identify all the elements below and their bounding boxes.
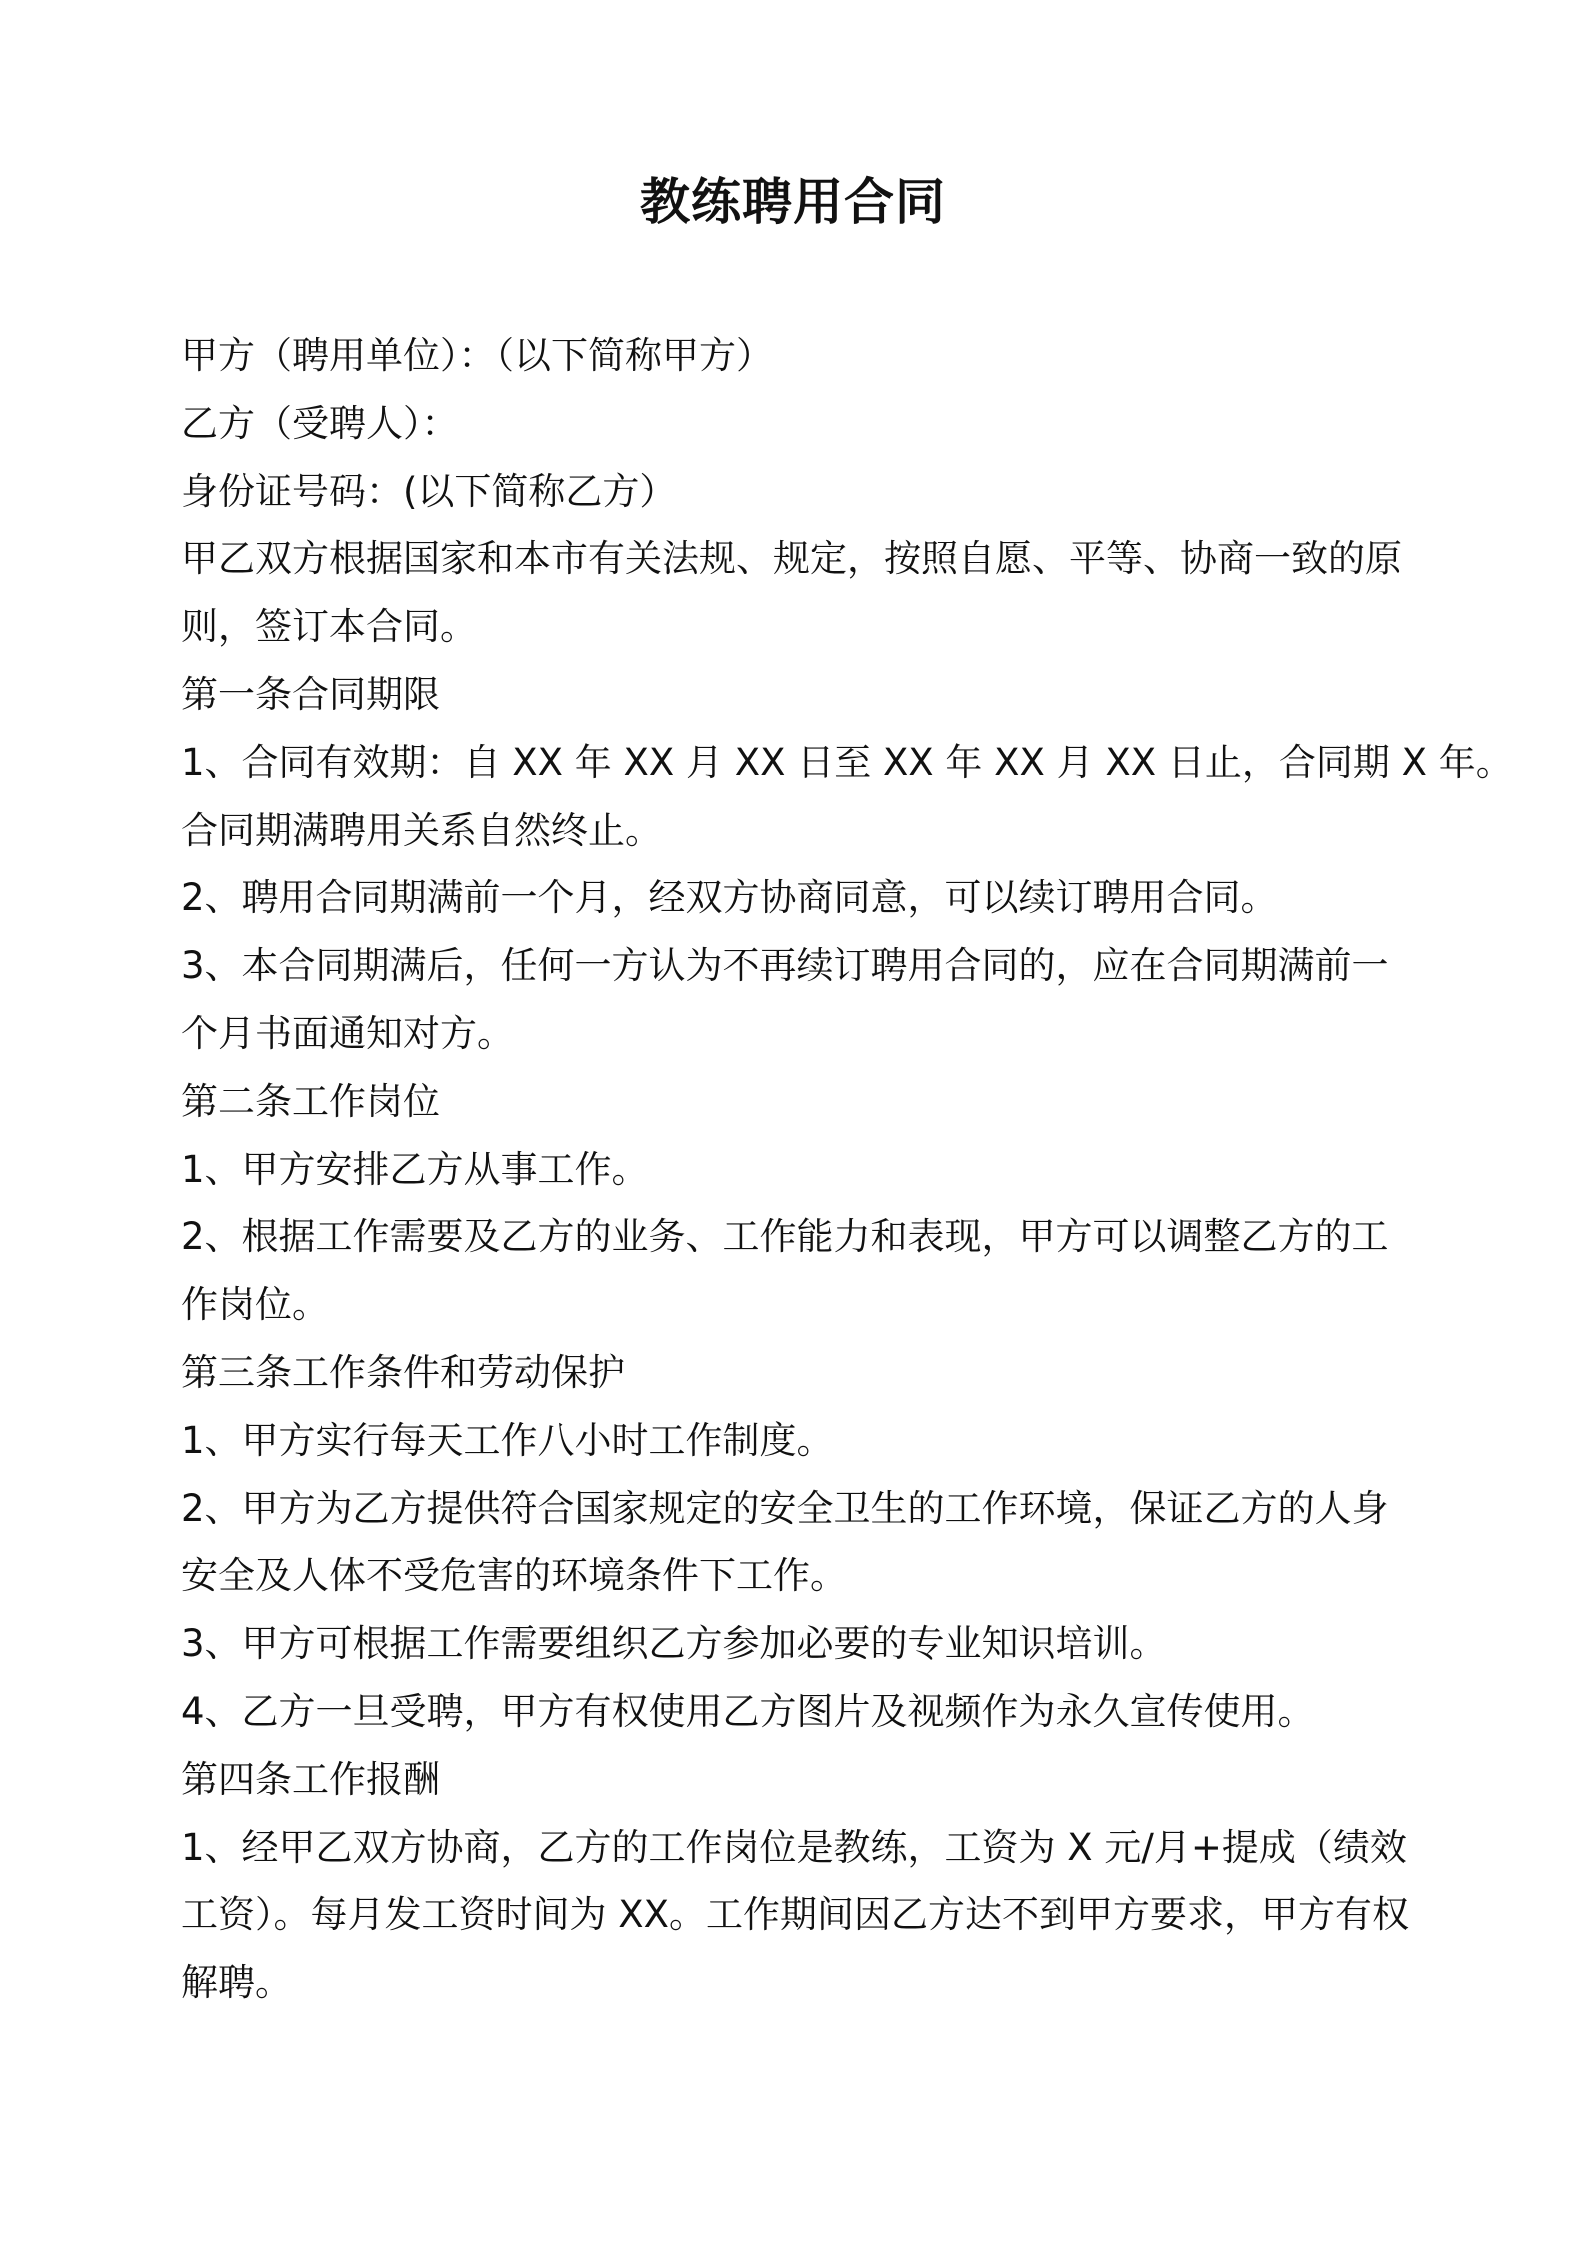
- clause-line: 3、甲方可根据工作需要组织乙方参加必要的专业知识培训。: [181, 1622, 1167, 1666]
- clause-line: 个月书面通知对方。: [181, 1011, 514, 1055]
- document-body: [181, 322, 1513, 2017]
- clause-line: 2、甲方为乙方提供符合国家规定的安全卫生的工作环境，保证乙方的人身: [181, 1486, 1389, 1530]
- preamble-line: 则，签订本合同。: [181, 605, 477, 649]
- clause-line: 工资）。每月发工资时间为 XX。工作期间因乙方达不到甲方要求，甲方有权: [181, 1893, 1409, 1937]
- article-heading: 第三条工作条件和劳动保护: [181, 1350, 625, 1394]
- party-a-line: 甲方（聘用单位）：（以下简称甲方）: [181, 334, 773, 377]
- party-b-line: 乙方（受聘人）：: [181, 401, 459, 445]
- clause-line: 2、聘用合同期满前一个月，经双方协商同意，可以续订聘用合同。: [181, 876, 1278, 920]
- preamble-line: 甲乙双方根据国家和本市有关法规、规定，按照自愿、平等、协商一致的原: [181, 537, 1402, 581]
- clause-line: 1、甲方实行每天工作八小时工作制度。: [181, 1418, 834, 1462]
- clause-line: 2、根据工作需要及乙方的业务、工作能力和表现，甲方可以调整乙方的工: [181, 1215, 1389, 1259]
- article-heading: 第一条合同期限: [181, 672, 440, 716]
- article-heading: 第四条工作报酬: [181, 1757, 440, 1801]
- clause-line: 4、乙方一旦受聘，甲方有权使用乙方图片及视频作为永久宣传使用。: [181, 1689, 1315, 1733]
- clause-line: 作岗位。: [181, 1283, 329, 1327]
- clause-line: 1、合同有效期：自 XX 年 XX 月 XX 日至 XX 年 XX 月 XX 日止，合同期 X 年。: [181, 740, 1513, 784]
- clause-line: 合同期满聘用关系自然终止。: [181, 808, 662, 852]
- article-heading: 第二条工作岗位: [181, 1079, 440, 1123]
- clause-line: 1、甲方安排乙方从事工作。: [181, 1147, 649, 1191]
- document-title: 教练聘用合同: [640, 173, 946, 231]
- clause-line: 解聘。: [181, 1961, 292, 2005]
- clause-line: 1、经甲乙双方协商，乙方的工作岗位是教练，工资为 X 元/月+提成（绩效: [181, 1825, 1407, 1869]
- id-number-line: 身份证号码：(以下简称乙方）: [181, 469, 677, 513]
- clause-line: 3、本合同期满后，任何一方认为不再续订聘用合同的，应在合同期满前一: [181, 944, 1389, 988]
- clause-line: 安全及人体不受危害的环境条件下工作。: [181, 1554, 847, 1598]
